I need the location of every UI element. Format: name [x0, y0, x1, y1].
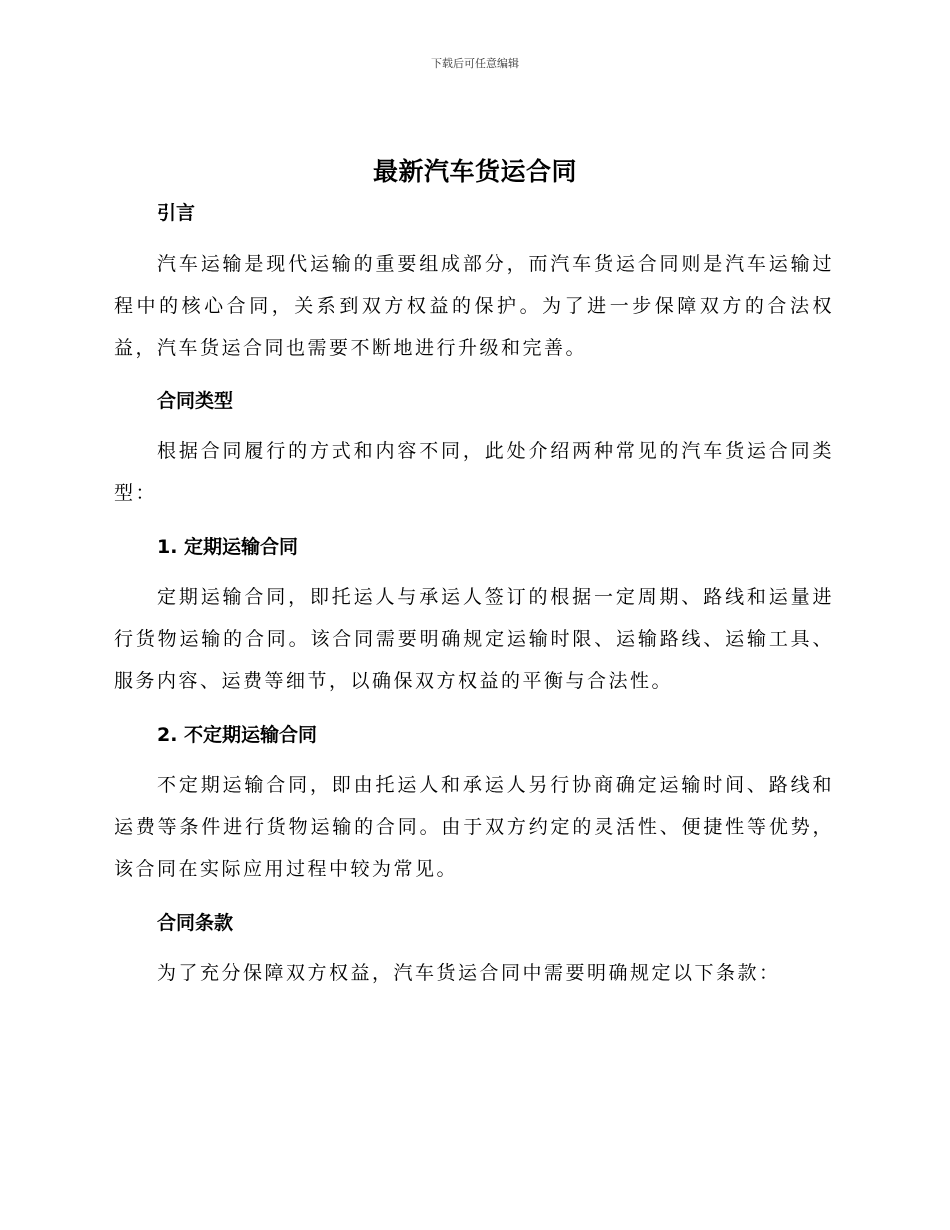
- paragraph-types: 根据合同履行的方式和内容不同，此处介绍两种常见的汽车货运合同类型：: [114, 440, 834, 504]
- section-heading-types: 合同类型: [157, 390, 234, 412]
- paragraph-type1: 定期运输合同，即托运人与承运人签订的根据一定周期、路线和运量进行货物运输的合同。该合同需要明确规定运输时限、运输路线、运输工具、服务内容、运费等细节，以确保双方权益的平衡与合法性。: [114, 586, 834, 692]
- document-title: 最新汽车货运合同: [372, 157, 577, 186]
- paragraph-type2: 不定期运输合同，即由托运人和承运人另行协商确定运输时间、路线和运费等条件进行货物运输的合同。由于双方约定的灵活性、便捷性等优势，该合同在实际应用过程中较为常见。: [114, 774, 834, 880]
- section-heading-intro: 引言: [157, 202, 196, 224]
- section-heading-type1: 1. 定期运输合同: [157, 536, 299, 558]
- paragraph-intro: 汽车运输是现代运输的重要组成部分，而汽车货运合同则是汽车运输过程中的核心合同，关系到双方权益的保护。为了进一步保障双方的合法权益，汽车货运合同也需要不断地进行升级和完善。: [114, 253, 834, 359]
- section-heading-type2: 2. 不定期运输合同: [157, 724, 318, 746]
- header-note: 下载后可任意编辑: [431, 57, 519, 70]
- paragraph-terms: 为了充分保障双方权益，汽车货运合同中需要明确规定以下条款：: [157, 962, 781, 984]
- section-heading-terms: 合同条款: [157, 912, 234, 934]
